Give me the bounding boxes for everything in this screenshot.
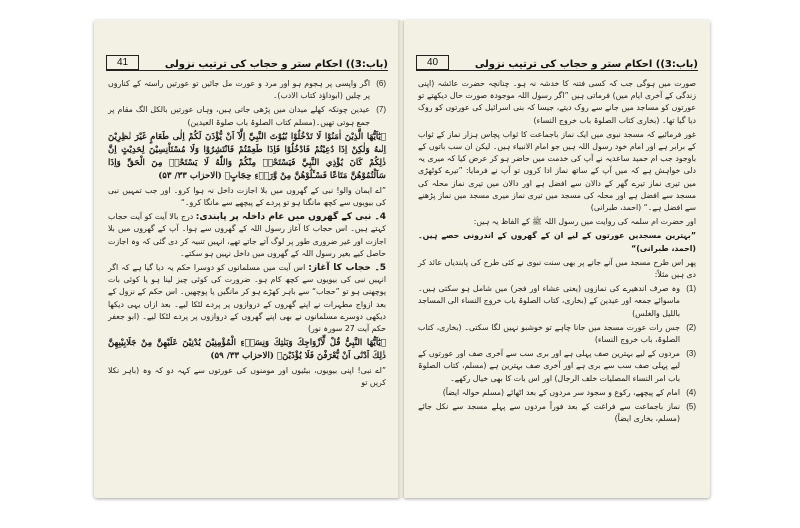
page-number: 40 — [416, 55, 449, 70]
body-paragraph: صورت میں ہوگی جب کہ کسی فتنہ کا خدشہ نہ ہو۔ چنانچہ حضرت عائشہ (اپنی زندگی کے آخری ایام میں) فرماتی ہیں ”اگر رسول اللہ موجودہ صورت حال دیکھتے تو عورتوں کو مساجد میں جانے سے روک دیتے، جیسا کہ بنی اسرائیل کی عورتوں کو روک دیا گیا تھا۔ (بخاری کتاب الصلوۃ باب خروج النساء) — [418, 79, 696, 125]
body-paragraph: اور حضرت ام سلمہ کی روایت میں رسول اللہ ﷺ کے الفاظ یہ ہیں: — [473, 217, 696, 227]
item-text: جس رات عورت مسجد میں جانا چاہے تو خوشبو نہیں لگا سکتی۔ (بخاری، کتاب الصلوۃ، باب خروج النساء) — [418, 322, 680, 345]
open-book — [86, 20, 716, 510]
page-header-title: (باب:3)) احکام ستر و حجاب کی ترتیب نزولی — [164, 59, 388, 70]
section-heading: 5۔ حجاب کا آغاز: — [308, 263, 386, 274]
item-text: امام کے پیچھے، رکوع و سجود سر مردوں کے بعد اٹھائے (مسلم حوالہ ایضاً) — [442, 387, 680, 397]
item-number: (1) — [686, 284, 696, 294]
right-page — [404, 20, 710, 498]
translation-paragraph: ”اے ایمان والو! نبی کے گھروں میں بلا اجازت داخل نہ ہوا کرو۔ اور جب تمہیں نبی کی بیویوں سے کچھ مانگنا ہو تو پردے کے پیچھے سے مانگا کرو۔“ — [108, 185, 386, 208]
list-item — [108, 104, 386, 128]
page-number: 41 — [106, 55, 139, 70]
item-text: وہ صرف اندھیرے کی نمازوں (یعنی عشاء اور فجر) میں شامل ہو سکتی ہیں۔ ماسوائے جمعہ اور عیدین کے (بخاری، کتاب الصلوۃ باب خروج النساء الی المساجد باللیل والغلس) — [418, 284, 680, 318]
left-page-content — [108, 78, 386, 488]
body-paragraph: اس آیت میں مسلمانوں کو دوسرا حکم یہ دیا گیا ہے کہ اگر انہیں نبی کی بیویوں سے کچھ کام ہو۔ ضرورت کی کوئی چیز لینا ہو یا کوئی بات پوچھنی ہو تو ”حجاب“ سے باہر کھڑے ہو کر مانگیں یا پوچھیں۔ اس حکم کے نزول کے بعد ازواج مطہرات نے اپنے گھروں کے دروازوں پر پردے لٹکا لیے۔ بعد ازاں یہی دیکھا دیکھی دوسرے مسلمانوں نے بھی اپنے گھروں کے دروازوں پر پردے لٹکا لیے۔ (ابو جعفر حکم آیت 27 سورہ نور) — [108, 263, 386, 334]
item-text: عیدین چونکہ کھلے میدان میں پڑھی جاتی ہیں، وہاں عورتیں بالکل الگ مقام پر جمع ہوتی تھیں۔(مسلم کتاب الصلوۃ باب صلوۃ العیدین) — [108, 105, 370, 127]
page-header — [106, 54, 388, 71]
item-text: نماز باجماعت سے فراغت کے بعد فوراً مردوں سے پہلے مسجد سے نکل جائے (مسلم، بخاری ایضاً) — [418, 402, 680, 424]
list-item — [108, 78, 386, 102]
section-heading: 4۔ نبی کے گھروں میں عام داخلہ پر پابندی: — [195, 212, 387, 223]
list-item — [418, 387, 696, 399]
item-text: مردوں کے لیے بہترین صف پہلی ہے اور بری سب سے آخری صف اور عورتوں کے لیے پہلی صف سب سے بری ہے اور آخری صف بہترین ہے (مسلم، کتاب الصلوۃ باب امر النساء المصلیات خلف الرجال) اور اس بات کا بھی خیال رکھے۔ — [418, 349, 680, 383]
item-number: (7) — [376, 105, 386, 115]
page-header — [416, 54, 698, 71]
left-page — [94, 20, 400, 498]
body-paragraph: غور فرمائیے کہ مسجد نبوی میں ایک نماز باجماعت کا ثواب پچاس ہزار نماز کے ثواب کے برابر ہے اور امام خود رسول اللہ ہیں جو امام الانبیاء ہیں۔ لیکن ان سب باتوں کے باوجود جب ام حمید ساعدیہ نے آپ کی خدمت میں حاضر ہو کر عرض کیا کہ میری یہ دلی خواہش ہے کہ میں آپ کے ساتھ نماز ادا کروں تو آپ نے فرمایا: ”تیرے کوٹھڑی میں تیری نماز تیرے گھر کے دالان سے افضل ہے اور دالان میں تیری نماز محلہ کی مسجد سے افضل ہے اور محلہ کی مسجد میں تیری نماز میری مسجد میں نماز پڑھنے سے افضل ہے۔“ (احمد، طبرانی) — [418, 129, 696, 213]
list-item — [418, 348, 696, 385]
page-header-title: (باب:3)) احکام ستر و حجاب کی ترتیب نزولی — [474, 59, 698, 70]
translation-paragraph: ”اے نبی! اپنی بیویوں، بیٹیوں اور مومنوں کی عورتوں سے کہہ دو کہ وہ (باہر نکلا کریں تو — [108, 366, 386, 388]
list-item — [418, 283, 696, 320]
item-text: اگر واپسی پر ہجوم ہو اور مرد و عورت مل جائیں تو عورتیں راستہ کے کناروں پر چلیں (ابوداؤد کتاب الادب)۔ — [108, 79, 370, 101]
hadith-quote: ”بہترین مسجدیں عورتوں کے لیے ان کے گھروں کے اندرونی حصے ہیں۔ (احمد، طبرانی)“ — [418, 231, 696, 253]
list-item — [418, 401, 696, 425]
item-number: (3) — [686, 349, 696, 359]
item-number: (2) — [686, 322, 696, 332]
list-item — [418, 322, 696, 346]
quran-verse: ﴿يٰٓاَيُّهَا النَّبِيُّ قُلْ لِّاَزْوَاجِكَ وَبَنٰتِكَ وَنِسَاۗءِ الْمُؤْمِنِيْنَ يُدْنِيْنَ عَلَيْهِنَّ مِنْ جَلَابِيْبِهِنَّ ذٰلِكَ اَدْنٰٓى اَنْ يُّعْرَفْنَ فَلَا يُؤْذَيْنَ﴾ (الاحزاب ۳۳/ ۵۹) — [108, 338, 386, 362]
quran-verse: ﴿يٰٓاَيُّهَا الَّذِيْنَ اٰمَنُوْا لَا تَدْخُلُوْا بُيُوْتَ النَّبِيِّ اِلَّآ اَنْ يُّؤْذَنَ لَكُمْ اِلٰى طَعَامٍ غَيْرَ نٰظِرِيْنَ اِنٰىهُ وَلٰكِنْ اِذَا دُعِيْتُمْ فَادْخُلُوْا فَاِذَا طَعِمْتُمْ فَانْتَشِرُوْا وَلَا مُسْتَاْنِسِيْنَ لِحَدِيْثٍ اِنَّ ذٰلِكُمْ كَانَ يُؤْذِي النَّبِيَّ فَيَسْتَحْيٖ مِنْكُمْ وَاللّٰهُ لَا يَسْتَحْيٖ مِنَ الْحَقِّ وَاِذَا سَاَلْتُمُوْهُنَّ مَتَاعًا فَسْـَٔلُوْهُنَّ مِنْ وَّرَاۗءِ حِجَابٍ﴾ (الاحزاب ۳۳/ ۵۳) — [108, 131, 386, 181]
right-page-content — [418, 78, 696, 488]
body-paragraph: درج بالا آیت کو آیت حجاب کہتے ہیں۔ اس حجاب کا آغاز رسول اللہ کے گھروں سے ہوا۔ آپ کے گھروں میں بلا اجازت اور غیر ضروری طور پر لوگ آتے جاتے تھے، انہیں تنبیہ کر دی گئی کہ وہ اجازت حاصل کیے بغیر رسول اللہ کے گھروں میں داخل نہیں ہو سکتے۔ — [108, 212, 386, 258]
item-number: (6) — [376, 79, 386, 88]
body-paragraph: پھر اس طرح مسجد میں آنے جانے پر بھی سنت نبوی نے کئی طرح کی پابندیاں عائد کر دی ہیں مثلاً: — [418, 257, 696, 280]
item-number: (4) — [686, 387, 696, 397]
item-number: (5) — [686, 402, 696, 412]
